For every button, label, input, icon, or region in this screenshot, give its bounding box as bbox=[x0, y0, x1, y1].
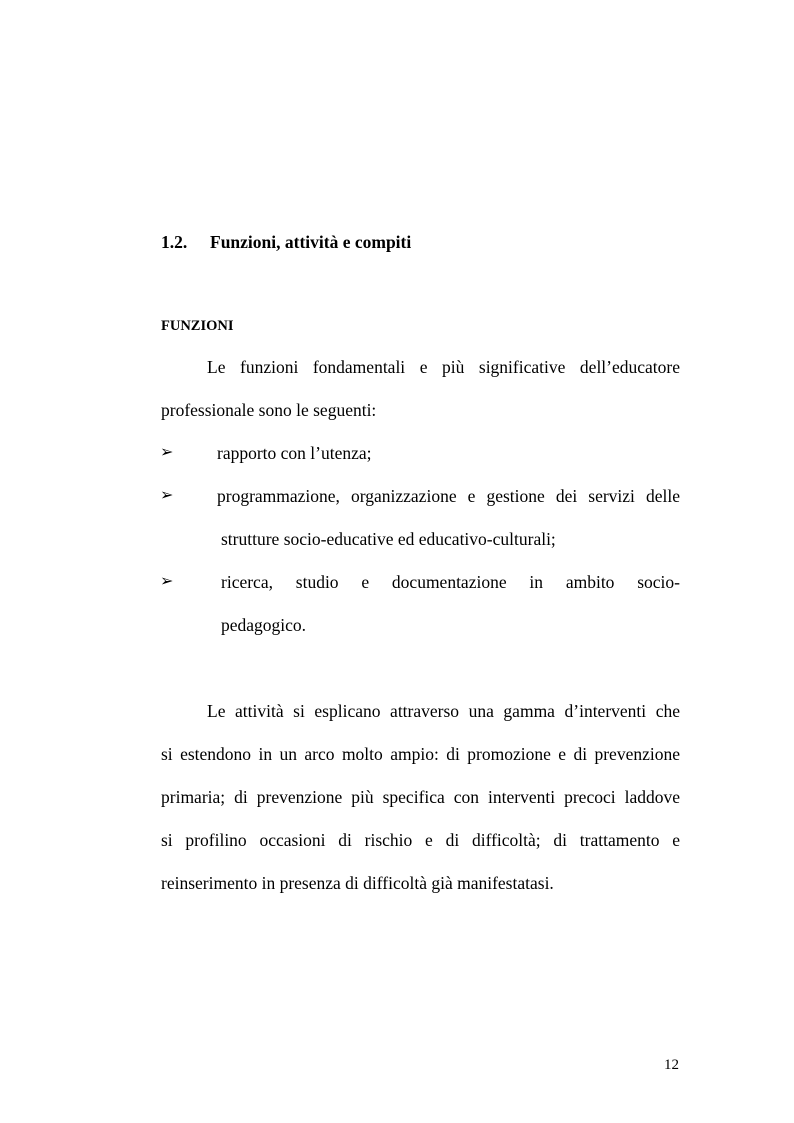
arrow-bullet-icon: ➢ bbox=[160, 573, 174, 590]
bullet-3-line-2: pedagogico. bbox=[221, 615, 307, 635]
section-number: 1.2. bbox=[161, 232, 188, 252]
subheading-funzioni: FUNZIONI bbox=[161, 318, 234, 334]
arrow-bullet-icon: ➢ bbox=[160, 444, 174, 461]
activities-line-5: reinserimento in presenza di difficoltà già manifestatasi. bbox=[161, 873, 554, 893]
bullet-1-line-1: rapporto con l’utenza; bbox=[217, 443, 372, 463]
intro-line-1: Le funzioni fondamentali e più significative dell’educatore bbox=[207, 357, 680, 377]
bullet-3-line-1: ricerca, studio e documentazione in ambito socio- bbox=[221, 572, 680, 592]
section-heading bbox=[161, 232, 411, 253]
activities-line-4: si profilino occasioni di rischio e di difficoltà; di trattamento e bbox=[161, 830, 680, 850]
arrow-bullet-icon: ➢ bbox=[160, 487, 174, 504]
intro-line-2: professionale sono le seguenti: bbox=[161, 400, 377, 420]
bullet-2-line-1: programmazione, organizzazione e gestione dei servizi delle bbox=[217, 486, 680, 506]
activities-line-1: Le attività si esplicano attraverso una gamma d’interventi che bbox=[207, 701, 680, 721]
section-title: Funzioni, attività e compiti bbox=[210, 232, 412, 252]
page-number: 12 bbox=[664, 1057, 679, 1073]
activities-line-3: primaria; di prevenzione più specifica con interventi precoci laddove bbox=[161, 787, 680, 807]
activities-line-2: si estendono in un arco molto ampio: di promozione e di prevenzione bbox=[161, 744, 680, 764]
bullet-2-line-2: strutture socio-educative ed educativo-culturali; bbox=[221, 529, 556, 549]
